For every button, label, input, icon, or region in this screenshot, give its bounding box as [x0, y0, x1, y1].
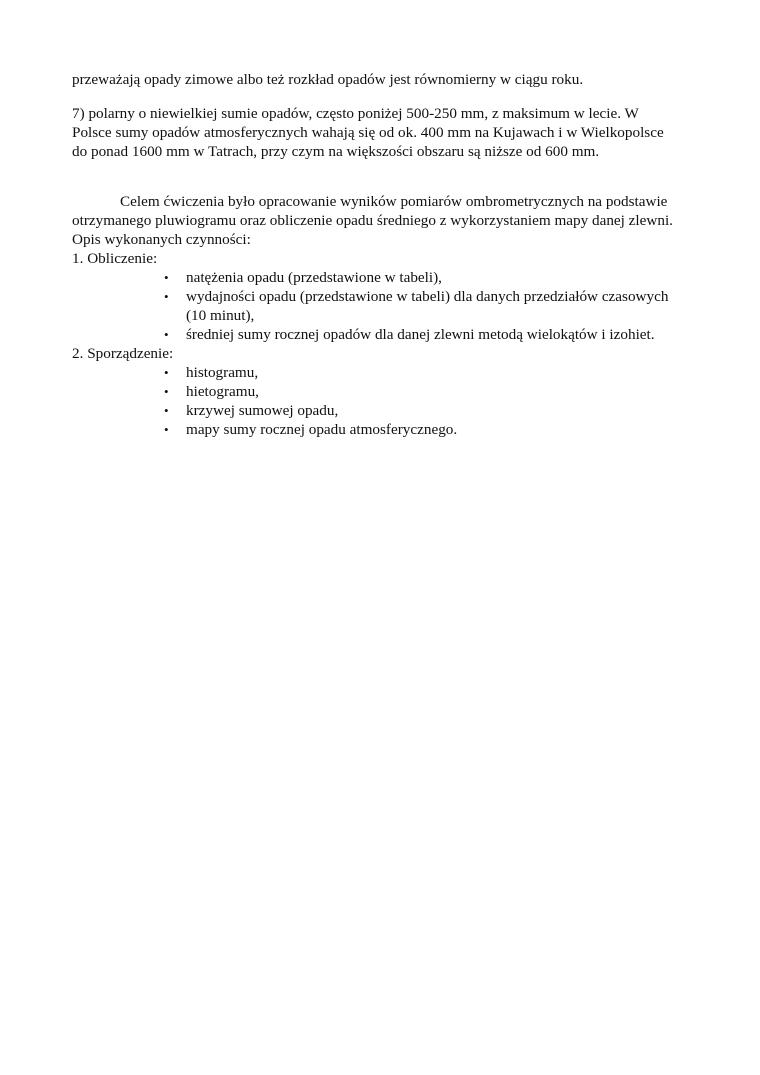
- list-item: [72, 363, 692, 382]
- bullet-icon: •: [164, 422, 169, 437]
- list-item: [72, 420, 692, 439]
- preparation-list: [72, 363, 692, 439]
- bullet-icon: •: [164, 384, 169, 399]
- list-item-text: histogramu,: [186, 364, 259, 381]
- text-line: Polsce sumy opadów atmosferycznych wahają się od ok. 400 mm na Kujawach i w Wielkopolsce: [72, 124, 664, 141]
- paragraph-polar-type: [72, 104, 692, 161]
- list-item: [72, 268, 692, 287]
- bullet-icon: •: [164, 327, 169, 342]
- bullet-icon: •: [164, 270, 169, 285]
- list-item-text: wydajności opadu (przedstawione w tabeli) dla danych przedziałów czasowych: [186, 288, 669, 305]
- list-item: [72, 401, 692, 420]
- list-item-text: mapy sumy rocznej opadu atmosferycznego.: [186, 421, 458, 438]
- text-line: do ponad 1600 mm w Tatrach, przy czym na większości obszaru są niższe od 600 mm.: [72, 143, 600, 160]
- bullet-icon: •: [164, 403, 169, 418]
- text-line: 7) polarny o niewielkiej sumie opadów, często poniżej 500-250 mm, z maksimum w lecie. W: [72, 105, 639, 122]
- list-item-text: hietogramu,: [186, 383, 259, 400]
- calculation-list: [72, 268, 692, 344]
- text-line: przeważają opady zimowe albo też rozkład opadów jest równomierny w ciągu roku.: [72, 71, 584, 88]
- paragraph-climate-continuation: [72, 70, 692, 89]
- section-calculation: [72, 249, 692, 344]
- bullet-icon: •: [164, 365, 169, 380]
- list-item: [72, 382, 692, 401]
- section-preparation: [72, 344, 692, 439]
- section-heading: 2. Sporządzenie:: [72, 345, 174, 362]
- document-page: [72, 70, 692, 439]
- text-line: Celem ćwiczenia było opracowanie wyników pomiarów ombrometrycznych na podstawie: [120, 193, 668, 210]
- list-item: [72, 325, 692, 344]
- list-item-text: (10 minut),: [186, 307, 255, 324]
- text-line: Opis wykonanych czynności:: [72, 231, 251, 248]
- section-heading: 1. Obliczenie:: [72, 250, 158, 267]
- list-item-text: krzywej sumowej opadu,: [186, 402, 339, 419]
- list-item: [72, 287, 692, 325]
- text-line: otrzymanego pluwiogramu oraz obliczenie opadu średniego z wykorzystaniem mapy danej zlewni.: [72, 212, 673, 229]
- paragraph-exercise-goal: [72, 192, 692, 249]
- bullet-icon: •: [164, 289, 169, 304]
- list-item-text: natężenia opadu (przedstawione w tabeli),: [186, 269, 442, 286]
- list-item-text: średniej sumy rocznej opadów dla danej zlewni metodą wielokątów i izohiet.: [186, 326, 655, 343]
- paragraph-gap: [72, 89, 692, 104]
- paragraph-gap: [72, 161, 692, 192]
